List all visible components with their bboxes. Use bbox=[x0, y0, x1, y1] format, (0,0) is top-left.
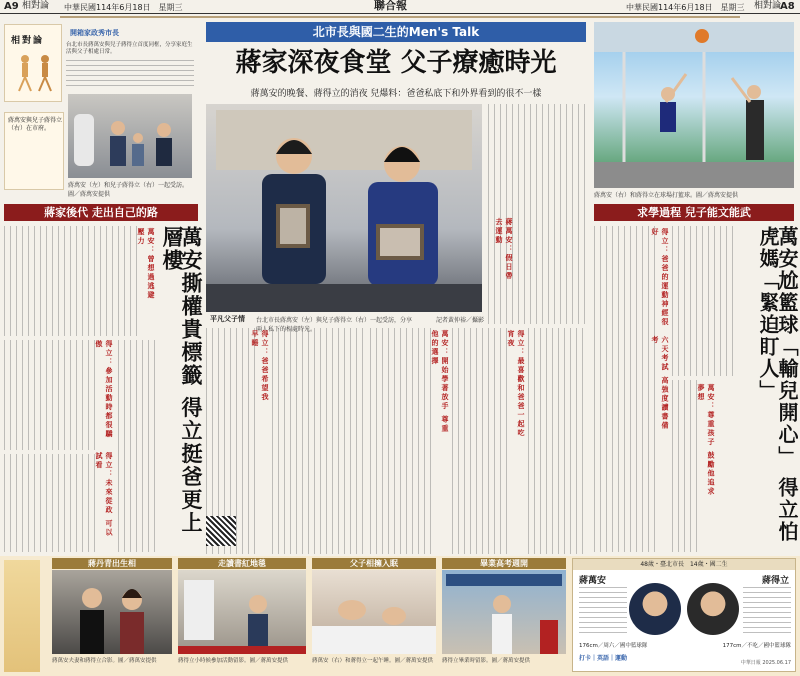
editor-note: 中華日報 2025.06.17 bbox=[740, 660, 791, 666]
center-main-photo bbox=[206, 104, 482, 312]
right-date: 中華民國114年6月18日 星期三 bbox=[626, 3, 745, 12]
right-page-number: A8 bbox=[780, 1, 795, 12]
right-text-col-2 bbox=[672, 226, 736, 376]
right-basketball-photo bbox=[594, 22, 794, 188]
right-headline: 萬安尬籃球「輸兒開心」 得立怕虎媽「緊迫盯人」 bbox=[756, 226, 799, 543]
profile-right-height: 177cm／不吃／國中籃球隊 bbox=[722, 643, 791, 649]
left-article-text-4 bbox=[4, 454, 98, 552]
strip-3-photo bbox=[312, 570, 436, 654]
sleeping-illustration bbox=[312, 570, 436, 654]
strip-3-caption: 蔣萬安（右）和蔣得立一起午睡。圖／蔣萬安提供 bbox=[312, 658, 434, 664]
left-photo-caption: 蔣萬安（左）和兒子蔣得立（右）一起受訪。圖／蔣萬安提供 bbox=[68, 182, 189, 198]
logo-box bbox=[4, 24, 62, 102]
right-photo-caption: 蔣萬安（右）和蔣得立在球場打籃球。圖／蔣萬安提供 bbox=[594, 192, 739, 199]
profile-left-avatar bbox=[629, 583, 681, 635]
left-sidebar-note: 蔣萬安與兒子蔣得立（右）在市府。 bbox=[8, 117, 63, 132]
center-headline: 蔣家深夜食堂 父子療癒時光 bbox=[235, 48, 557, 78]
profile-right-text bbox=[743, 587, 791, 637]
right-text-col-3 bbox=[672, 380, 702, 552]
profile-left-name: 蔣萬安 bbox=[579, 576, 607, 586]
left-subhead-3: 得立：未來從政 可以試看 bbox=[95, 452, 113, 538]
profile-header: 48歲・臺北市長 14歲・國二生 bbox=[573, 559, 795, 570]
center-photo-caption: 台北市長蔣萬安（左）與兒子蔣得立（右）一起受訪，分享兩人私下的相處時光。 bbox=[256, 317, 413, 333]
right-subhead-2: 六天考試 高強度讀書備考 bbox=[651, 336, 669, 431]
profile-box bbox=[572, 558, 796, 672]
graduation-illustration bbox=[442, 570, 566, 654]
strip-4-title: 畢業高考週開 bbox=[442, 558, 566, 569]
left-note-box bbox=[4, 112, 64, 190]
strip-1-caption: 蔣萬安夫妻和蔣得立合影。圖／蔣萬安提供 bbox=[52, 658, 157, 664]
center-subhead-d: 得立：最喜歡和爸爸一起吃宵夜 bbox=[507, 330, 525, 438]
qr-code-icon[interactable] bbox=[206, 516, 236, 546]
center-text-col-2 bbox=[272, 328, 368, 554]
strip-4-caption: 蔣得立畢業時留影。圖／蔣萬安提供 bbox=[442, 658, 531, 664]
center-subtitle: 蔣萬安的晚餐、蔣得立的消夜 兒爆料：爸爸私底下和外界看到的很不一樣 bbox=[250, 89, 542, 99]
decorative-stripe bbox=[60, 16, 740, 18]
right-subhead-3: 萬安：尊重孩子 鼓勵他追求夢想 bbox=[697, 384, 715, 497]
center-subhead-c: 萬安：開始學著放手 尊重他的選擇 bbox=[431, 330, 449, 434]
figures-icon bbox=[13, 51, 57, 95]
left-page-number: A9 bbox=[4, 1, 19, 12]
strip-3-title: 父子相擁入眠 bbox=[312, 558, 436, 569]
center-photo-label: 平凡父子情 bbox=[210, 315, 245, 323]
left-article-text-3 bbox=[118, 340, 158, 552]
right-text-col-1 bbox=[594, 226, 656, 552]
left-section-name: 相對論 bbox=[22, 1, 50, 11]
left-date: 中華民國114年6月18日 星期三 bbox=[64, 3, 183, 12]
left-subhead-2: 得立：參加活動時都很驕傲 bbox=[95, 340, 113, 439]
left-article-text-2 bbox=[4, 340, 98, 450]
logo-title: 相對論 bbox=[11, 36, 45, 46]
bottom-deco-block bbox=[4, 560, 40, 672]
profile-left-text bbox=[579, 587, 627, 637]
people-illustration bbox=[68, 94, 192, 178]
center-subhead-b: 得立：爸爸希望我早睡 bbox=[251, 330, 269, 402]
child-suit-illustration bbox=[178, 570, 306, 654]
couple-baby-illustration bbox=[52, 570, 172, 654]
left-section-header: 蔣家後代 走出自己的路 bbox=[4, 204, 198, 221]
center-text-col-4 bbox=[452, 328, 512, 554]
left-intro-text-block bbox=[66, 60, 194, 90]
center-text-col-3 bbox=[370, 328, 436, 554]
right-section-header: 求學過程 兒子能文能武 bbox=[594, 204, 794, 221]
center-text-col-5 bbox=[528, 328, 586, 554]
profile-left-height: 176cm／周六／國中籃球隊 bbox=[579, 643, 648, 649]
strip-2-title: 走讀書紅地毯 bbox=[178, 558, 306, 569]
center-right-text bbox=[488, 104, 586, 324]
left-intro: 台北市長蔣萬安與兒子蔣得立首度同框，分享家庭生活與父子相處日常。 bbox=[66, 42, 193, 55]
strip-1-title: 蔣丹青出生相 bbox=[52, 558, 172, 569]
basketball-illustration bbox=[594, 22, 794, 188]
center-photo-credit: 記者黃仲裕／攝影 bbox=[435, 317, 484, 324]
profile-right-avatar bbox=[687, 583, 739, 635]
father-son-illustration bbox=[206, 104, 482, 312]
left-article-text-1 bbox=[4, 226, 140, 336]
profile-tags: 打卡｜英語｜運動 bbox=[579, 655, 628, 662]
page-header bbox=[0, 0, 800, 14]
right-section-name: 相對論 bbox=[754, 1, 782, 11]
strip-2-caption: 蔣得立小時候參加活動留影。圖／蔣萬安提供 bbox=[178, 658, 289, 664]
strip-4-photo bbox=[442, 570, 566, 654]
strip-1-photo bbox=[52, 570, 172, 654]
strip-2-photo bbox=[178, 570, 306, 654]
center-banner: 北市長與國二生的Men's Talk bbox=[206, 22, 586, 42]
left-headline: 萬安撕權貴標籤 得立挺爸更上層樓 bbox=[160, 226, 203, 535]
left-subtitle: 開箱家政秀市長 bbox=[70, 29, 119, 37]
right-subhead-1: 得立：爸爸的運動神經很好 bbox=[651, 228, 669, 327]
left-family-photo bbox=[68, 94, 192, 178]
left-subhead-1: 萬安：曾想過逃避壓力 bbox=[137, 228, 155, 300]
profile-right-name: 蔣得立 bbox=[761, 576, 789, 586]
masthead: 聯合報 bbox=[374, 0, 407, 12]
center-subhead-a: 蔣萬安：假日帶去運動 bbox=[495, 218, 513, 281]
